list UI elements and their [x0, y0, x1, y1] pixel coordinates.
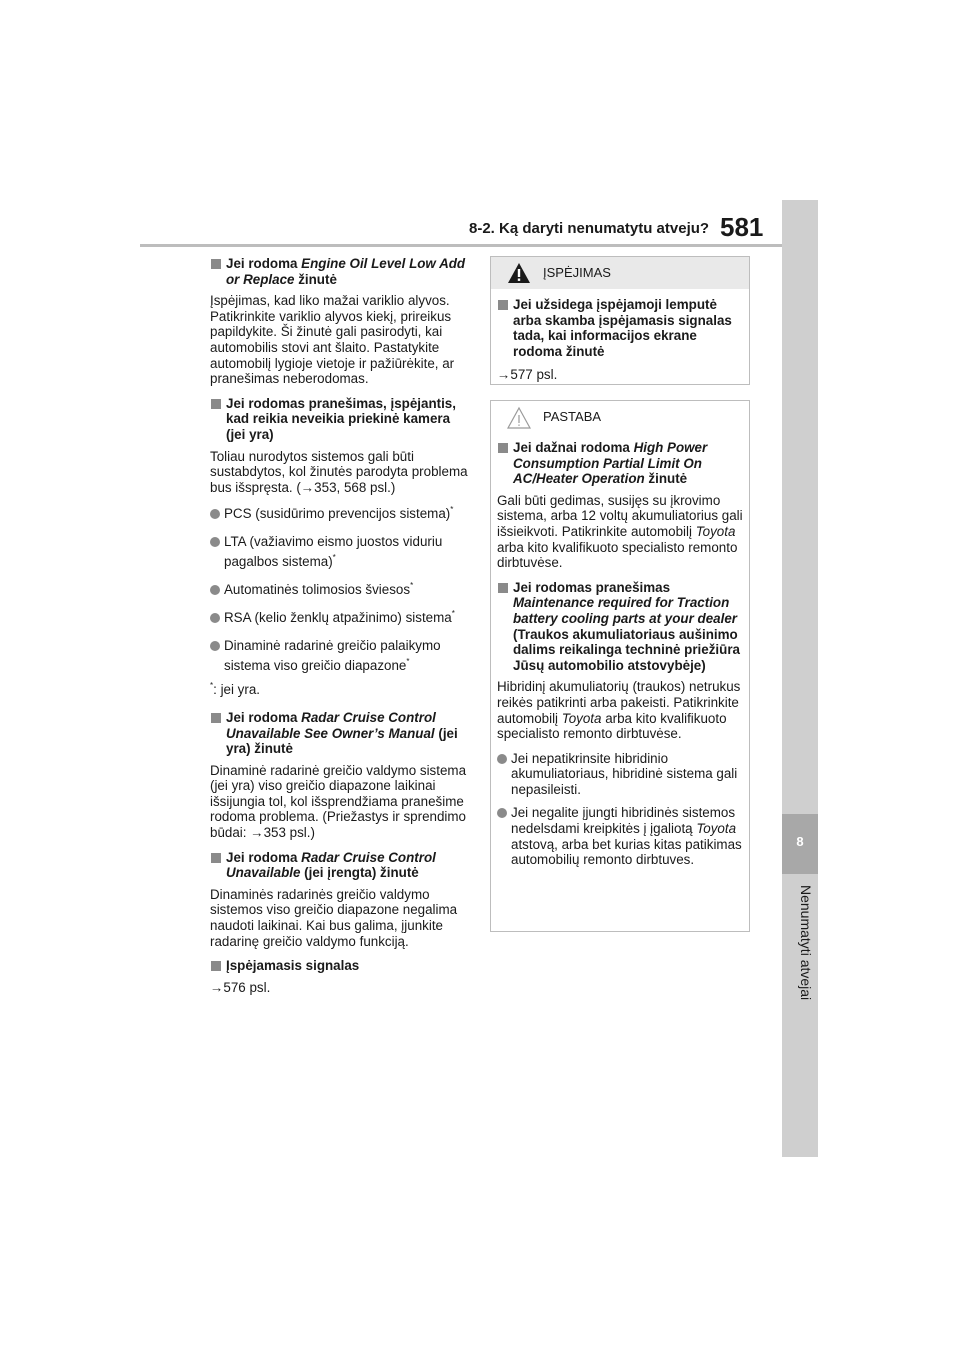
heading-oil-level: Jei rodoma Engine Oil Level Low Add or Replace žinutė	[210, 256, 468, 287]
list-item: Jei nepatikrinsite hibridinio akumuliatoriaus, hibridinė sistema gali nepasileisti.	[497, 751, 743, 798]
heading-warning-buzzer: Įspėjamasis signalas	[210, 958, 468, 974]
warning-box-title: ĮSPĖJIMAS	[543, 265, 611, 280]
chapter-number: 8	[796, 834, 804, 849]
footnote: *: jei yra.	[210, 681, 261, 698]
header-rule	[140, 244, 782, 247]
notice-box-title: PASTABA	[543, 409, 602, 424]
paragraph-oil-level: Įspėjimas, kad liko mažai variklio alyvos. Patikrinkite variklio alyvos kiekį, prireikus papildykite. Ši žinutė gali pasirodyti, kai automobilis stovi ant šlaito. Pastatykite automobilį lygioje vietoje ir pažiūrėkite, ar pranešimas neberodomas.	[210, 293, 455, 387]
caution-outline-icon	[507, 406, 531, 442]
list-item: RSA (kelio ženklų atpažinimo) sistema*	[210, 608, 468, 628]
list-item: Dinaminė radarinė greičio palaikymo sistema viso greičio diapazone*	[210, 636, 468, 676]
notice-heading-traction-battery: Jei rodomas pranešimas Maintenance required for Traction battery cooling parts at your dealer (Traukos akumuliatoriaus aušinimo dalims reikalinga techninė priežiūra Jūsų automobilio atstovybėje)	[497, 580, 743, 674]
paragraph-warning-buzzer: →576 psl.	[210, 979, 271, 995]
warning-box	[490, 256, 750, 385]
notice-paragraph-power: Gali būti gedimas, susijęs su įkrovimo sistema, arba 12 voltų akumuliatorius gali išsieikvoti. Patikrinkite automobilį Toyota arba kito kvalifikuoto specialisto remonto dirbtuvėse.	[497, 492, 743, 571]
paragraph-front-camera: Toliau nurodytos sistemos gali būti sustabdytos, kol žinutės parodyta problema bus išspręsta. (→353, 568 psl.)	[210, 448, 468, 495]
notice-box	[490, 400, 750, 932]
warning-triangle-icon	[507, 262, 531, 296]
list-item: PCS (susidūrimo prevencijos sistema)*	[210, 504, 468, 524]
page-number: 581	[720, 212, 764, 242]
paragraph-radar-cruise-manual: Dinaminė radarinė greičio valdymo sistema (jei yra) viso greičio diapazone laikinai išsijungia tol, kol išsprendžiama pranešime rodoma problema. (Priežastys ir sprendimo būdai: →353 psl.)	[210, 762, 467, 841]
chapter-title: Nenumatyti atvejai	[798, 885, 814, 1001]
heading-radar-cruise-manual: Jei rodoma Radar Cruise Control Unavailable See Owner’s Manual (jei yra) žinutė	[210, 710, 468, 757]
section-title: 8-2. Ką daryti nenumatytu atveju?	[469, 220, 710, 237]
notice-heading-power: Jei dažnai rodoma High Power Consumption Partial Limit On AC/Heater Operation žinutė	[497, 440, 743, 487]
heading-radar-cruise-unavailable: Jei rodoma Radar Cruise Control Unavailable (jei įrengta) žinutė	[210, 850, 468, 881]
warning-paragraph: →577 psl.	[497, 367, 558, 383]
paragraph-radar-cruise-unavailable: Dinaminės radarinės greičio valdymo sistemos viso greičio diapazone negalima naudoti laikinai. Kai bus galima, įjunkite radarinę greičio valdymo funkciją.	[210, 886, 458, 949]
notice-box-header	[491, 401, 749, 433]
chapter-marker	[782, 814, 818, 874]
warning-heading: Jei užsidega įspėjamoji lemputė arba skamba įspėjamasis signalas tada, kai informacijos ekrane rodoma žinutė	[497, 297, 743, 359]
heading-front-camera: Jei rodomas pranešimas, įspėjantis, kad reikia neveikia priekinė kamera (jei yra)	[210, 396, 468, 443]
list-item: LTA (važiavimo eismo juostos viduriu pagalbos sistema)*	[210, 532, 468, 572]
left-column	[210, 256, 468, 1004]
list-item: Automatinės tolimosios šviesos*	[210, 580, 468, 600]
warning-box-header	[491, 257, 749, 289]
notice-paragraph-traction-battery: Hibridinį akumuliatorių (traukos) netrukus reikės patikrinti arba pakeisti. Patikrinkite automobilį Toyota arba kito kvalifikuoto specialisto remonto dirbtuvėse.	[497, 679, 741, 742]
list-item: Jei negalite įjungti hibridinės sistemos nedelsdami kreipkitės į įgaliotą Toyota atstovą, arba bet kurias kitas patikimas automobilių remonto dirbtuves.	[497, 805, 743, 867]
